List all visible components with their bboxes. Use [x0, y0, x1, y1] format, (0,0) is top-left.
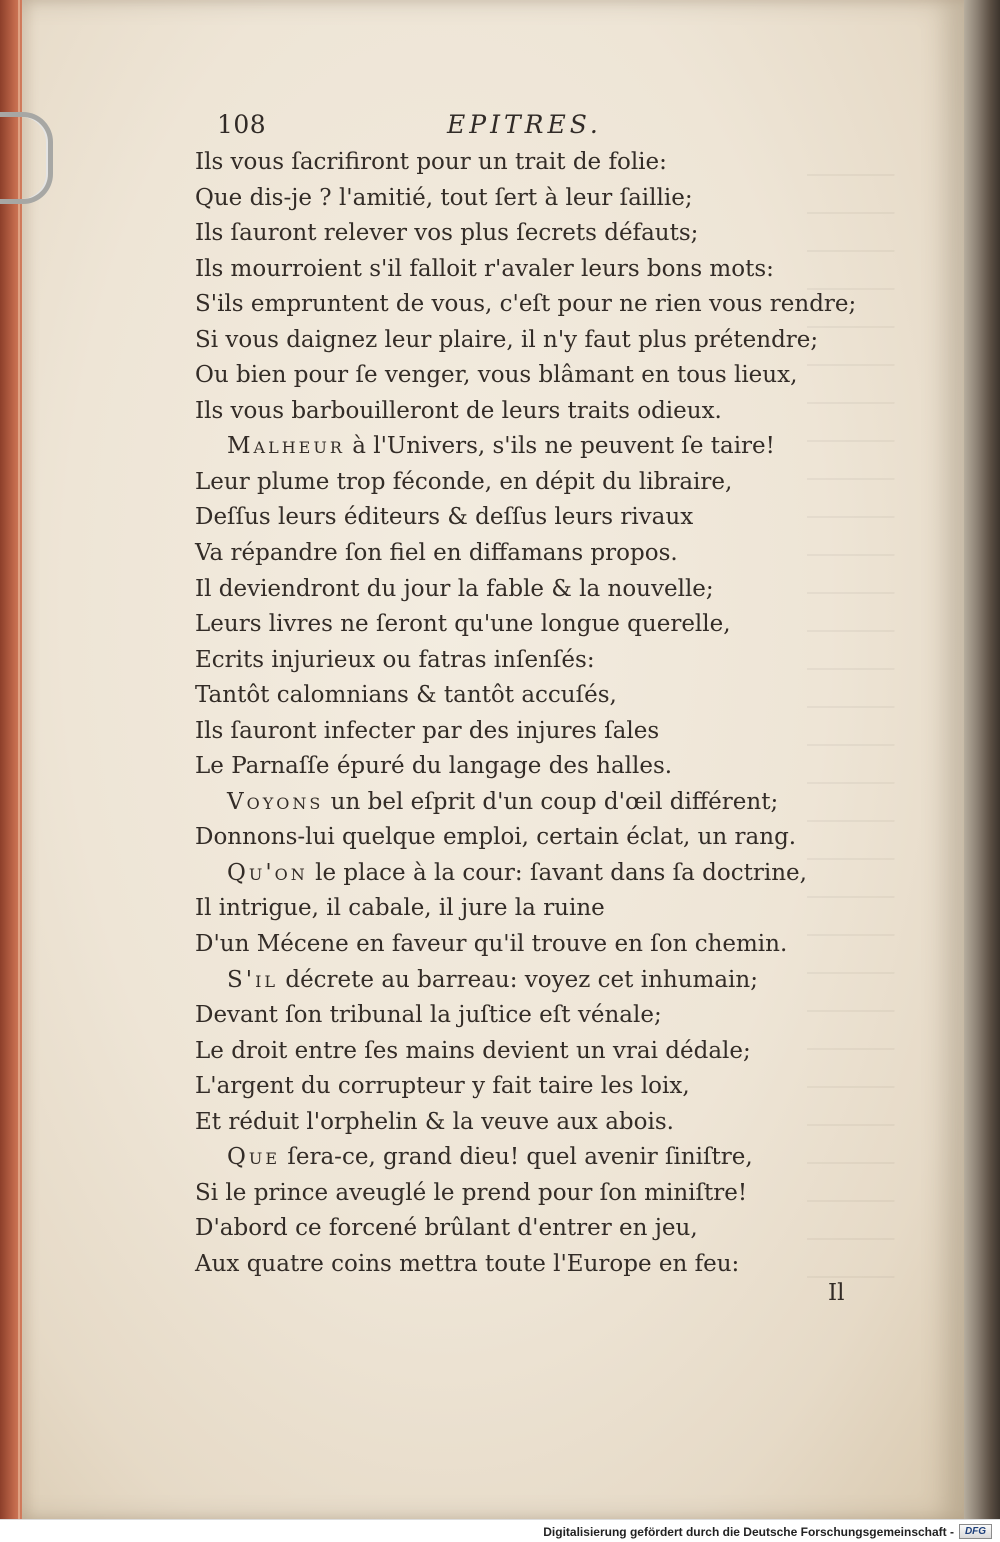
verse-line-section-start — [195, 785, 860, 821]
verse-line: Que dis-je ? l'amitié, tout ſert à leur ſaillie; — [195, 184, 693, 211]
verse-line: Ils ſauront relever vos plus ſecrets défauts; — [195, 220, 699, 247]
verse-line-section-start — [195, 1140, 860, 1176]
verse-line: Leur plume trop féconde, en dépit du libraire, — [195, 468, 733, 495]
paper-page — [22, 0, 964, 1520]
verse-line: Il deviendront du jour la fable & la nouvelle; — [195, 575, 714, 602]
poem-text — [195, 145, 860, 1283]
verse-line: Si le prince aveuglé le prend pour ſon miniſtre! — [195, 1179, 748, 1206]
verse-line: Le droit entre ſes mains devient un vrai dédale; — [195, 1037, 751, 1064]
verse-line-section-start — [195, 963, 860, 999]
verse-line-rest: ſera-ce, grand dieu! quel avenir ſiniſtre, — [280, 1144, 753, 1171]
small-caps-opening: Malheur — [227, 433, 345, 460]
verse-line-section-start — [195, 429, 860, 465]
verse-line: Le Parnaſſe épuré du langage des halles. — [195, 753, 673, 780]
verse-line: Il intrigue, il cabale, il jure la ruine — [195, 895, 605, 922]
dfg-logo: DFG — [959, 1524, 992, 1539]
running-title: EPITRES. — [447, 110, 602, 139]
right-book-edge — [962, 0, 1000, 1542]
verse-line-section-start — [195, 856, 860, 892]
verse-line: S'ils empruntent de vous, c'eſt pour ne rien vous rendre; — [195, 291, 857, 318]
verse-line: Ou bien pour ſe venger, vous blâmant en tous lieux, — [195, 362, 798, 389]
verse-line: Ils vous ſacrifiront pour un trait de folie: — [195, 149, 667, 175]
catchword: Il — [828, 1280, 845, 1306]
verse-line: Deſſus leurs éditeurs & deſſus leurs rivaux — [195, 504, 694, 531]
verse-line-rest: le place à la cour: ſavant dans ſa doctrine, — [307, 859, 807, 886]
verse-line: Donnons-lui quelque emploi, certain éclat, un rang. — [195, 824, 797, 851]
verse-line: Ils vous barbouilleront de leurs traits odieux. — [195, 397, 722, 424]
small-caps-opening: Que — [227, 1144, 281, 1171]
verse-line: Aux quatre coins mettra toute l'Europe en feu: — [195, 1250, 740, 1277]
verse-line: D'abord ce forcené brûlant d'entrer en jeu, — [195, 1215, 698, 1242]
metal-page-clip — [0, 112, 53, 204]
verse-line-rest: décrete au barreau: voyez cet inhumain; — [278, 966, 758, 993]
verse-line: Ils mourroient s'il falloit r'avaler leurs bons mots: — [195, 255, 774, 282]
page-number: 108 — [217, 110, 267, 139]
digitization-credit: Digitalisierung gefördert durch die Deutsche Forschungsgemeinschaft - — [543, 1525, 954, 1539]
verse-line: Tantôt calomnians & tantôt accuſés, — [195, 682, 617, 709]
verse-line: Ecrits injurieux ou fatras inſenſés: — [195, 646, 595, 673]
verse-line: Si vous daignez leur plaire, il n'y faut plus prétendre; — [195, 326, 819, 353]
small-caps-opening: Qu'on — [227, 859, 308, 886]
small-caps-opening: S'il — [227, 966, 279, 993]
verse-line: L'argent du corrupteur y fait taire les loix, — [195, 1073, 690, 1100]
small-caps-opening: Voyons — [227, 788, 324, 815]
verse-line-rest: un bel eſprit d'un coup d'œil différent; — [323, 788, 779, 815]
verse-line-rest: à l'Univers, s'ils ne peuvent ſe taire! — [344, 433, 775, 460]
digitization-credit-strip — [0, 1519, 1000, 1542]
verse-line: Ils ſauront infecter par des injures ſales — [195, 717, 660, 744]
verse-line: Devant ſon tribunal la juſtice eſt vénale; — [195, 1002, 662, 1029]
verse-line: Va répandre ſon fiel en diffamans propos. — [195, 540, 678, 567]
verse-line: Leurs livres ne ſeront qu'une longue querelle, — [195, 611, 731, 638]
verse-line: D'un Mécene en faveur qu'il trouve en ſon chemin. — [195, 931, 788, 958]
verse-line: Et réduit l'orphelin & la veuve aux abois. — [195, 1108, 674, 1135]
